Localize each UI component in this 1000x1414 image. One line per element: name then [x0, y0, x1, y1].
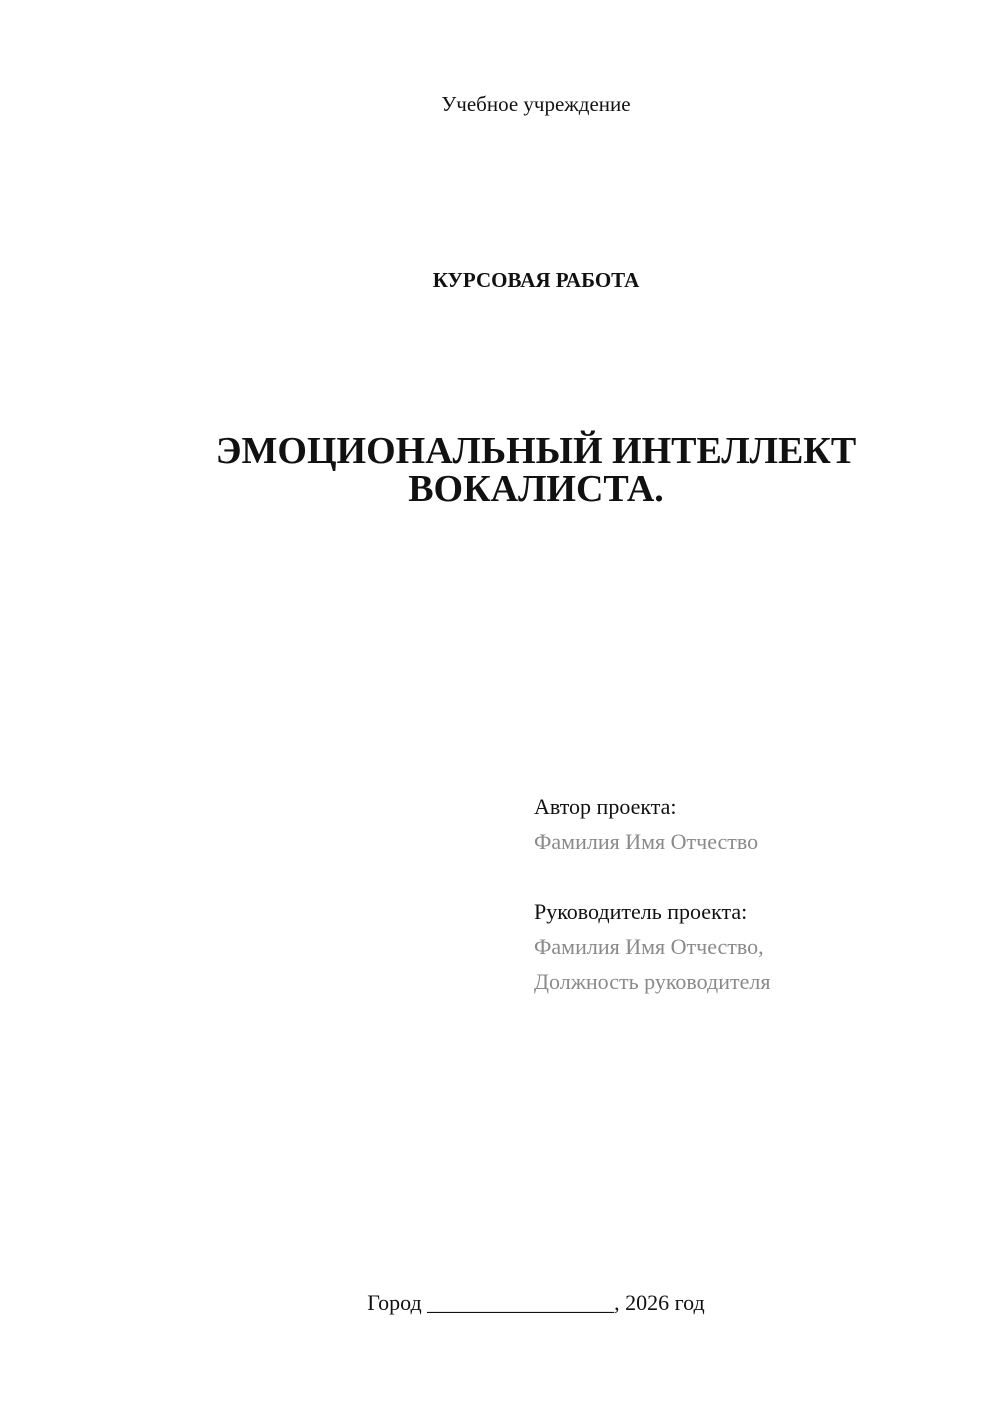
- project-info: [534, 789, 770, 999]
- supervisor-name: Фамилия Имя Отчество,: [534, 934, 764, 959]
- supervisor-position: Должность руководителя: [534, 969, 771, 994]
- city-year-line: Город _________________, 2026 год: [367, 1290, 705, 1315]
- supervisor-label: Руководитель проекта:: [534, 899, 748, 924]
- author-label: Автор проекта:: [534, 794, 677, 819]
- work-topic: [0, 432, 1000, 508]
- document-type: КУРСОВАЯ РАБОТА: [432, 268, 640, 292]
- work-topic-line-2: ВОКАЛИСТА.: [408, 468, 664, 510]
- work-topic-line-1: ЭМОЦИОНАЛЬНЫЙ ИНТЕЛЛЕКТ: [215, 430, 857, 472]
- author-name: Фамилия Имя Отчество: [534, 829, 759, 854]
- institution-name: Учебное учреждение: [441, 92, 631, 116]
